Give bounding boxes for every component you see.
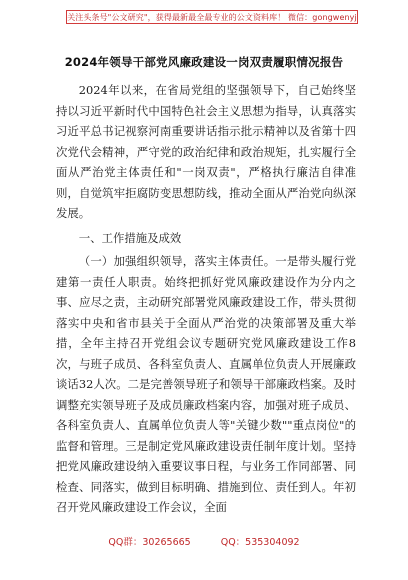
promo-banner[interactable] bbox=[66, 10, 358, 24]
intro-paragraph: 2024年以来，在省局党组的坚强领导下，自己始终坚持以习近平新时代中国特色社会主义思想为指导，认真落实习近平总书记视察河南重要讲话指示批示精神以及省第十四次党代会精神，严守党的政治纪律和政治规矩，扎实履行全面从严治党主体责任和"一岗双责"，严格执行廉洁自律准则，自觉筑牢拒腐防变思想防线，推动全面从严治党向纵深发展。 bbox=[56, 83, 356, 220]
document-title: 2024年领导干部党风廉政建设一岗双责履职情况报告 bbox=[64, 55, 344, 69]
promo-banner-text: 关注头条号"公文研究"，获得最新最全最专业的公文资料库！ 微信：gongwenyj bbox=[67, 12, 357, 22]
contact-footer bbox=[0, 534, 408, 548]
qq-group-text: QQ群：30265665 bbox=[108, 537, 191, 548]
body-paragraph: （一）加强组织领导，落实主体责任。一是带头履行党建第一责任人职责。始终把抓好党风廉政建设作为分内之事、应尽之责，主动研究部署党风廉政建设工作，带头贯彻落实中央和省市县关于全面从严治党的决策部署及重大举措，全年主持召开党组会议专题研究党风廉政建设工作8次，与班子成员、各科室负责人、直属单位负责人开展廉政谈话32人次。二是完善领导班子和领导干部廉政档案。及时调整充实领导班子及成员廉政档案内容，加强对班子成员、各科室负责人、直属单位负责人等"关键少数""重点岗位"的监督和管理。三是制定党风廉政建设责任制年度计划。坚持把党风廉政建设纳入重要议事日程，与业务工作同部署、同检查、同落实，做到目标明确、措施到位、责任到人。年初召开党风廉政建设工作会议，全面 bbox=[56, 254, 356, 514]
qq-contact-text: QQ：535304092 bbox=[220, 537, 300, 548]
document-body bbox=[56, 80, 356, 518]
section-heading: 一、工作措施及成效 bbox=[78, 230, 182, 245]
